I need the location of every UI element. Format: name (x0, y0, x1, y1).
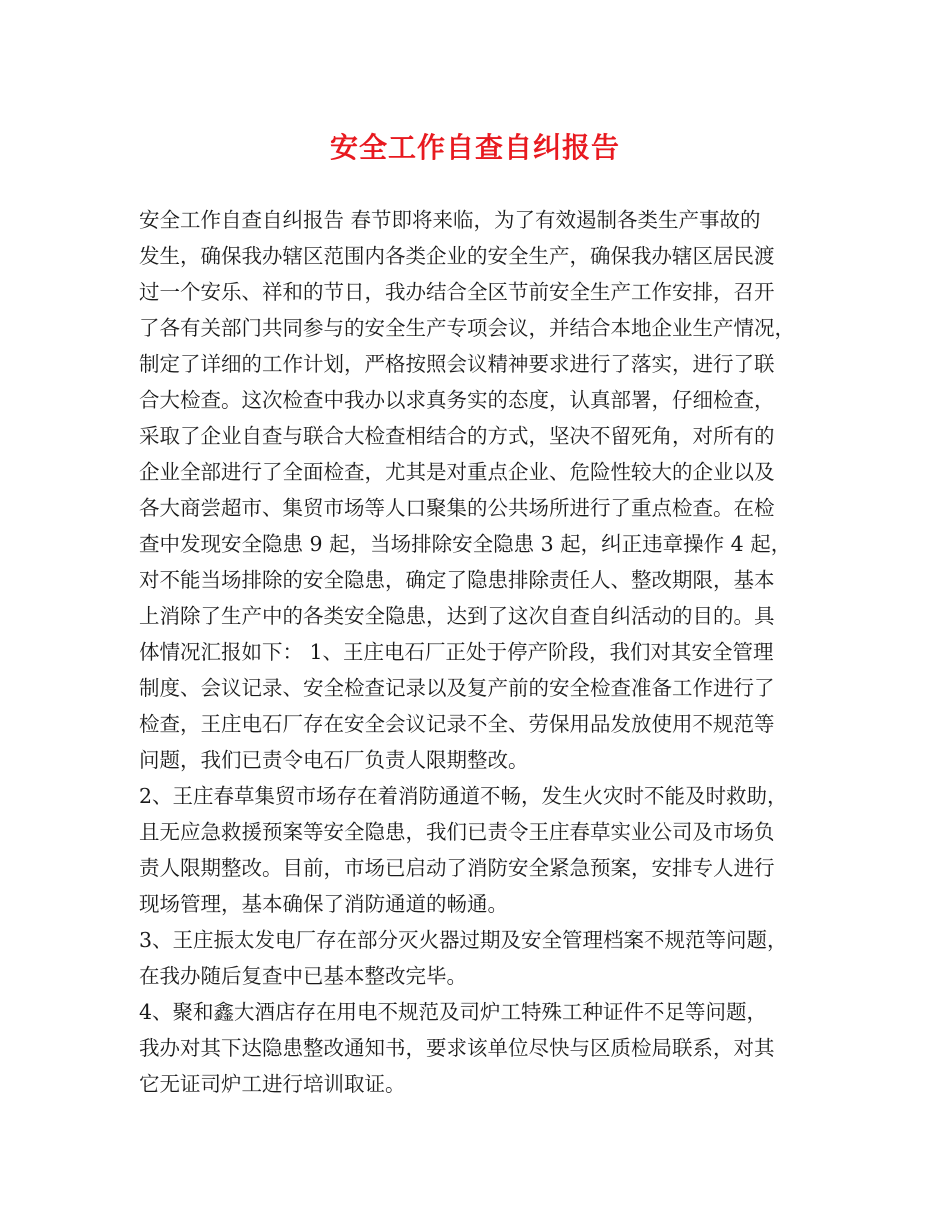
body-line: 查中发现安全隐患 9 起，当场排除安全隐患 3 起，纠正违章操作 4 起， (139, 532, 792, 556)
body-line: 了各有关部门共同参与的安全生产专项会议，并结合本地企业生产情况， (139, 316, 795, 340)
body-line: 合大检查。这次检查中我办以求真务实的态度，认真部署，仔细检查， (139, 388, 775, 412)
body-line: 采取了企业自查与联合大检查相结合的方式，坚决不留死角，对所有的 (139, 424, 775, 448)
body-line: 问题，我们已责令电石厂负责人限期整改。 (139, 748, 529, 772)
body-line: 在我办随后复查中已基本整改完毕。 (139, 964, 467, 988)
body-line: 现场管理，基本确保了消防通道的畅通。 (139, 892, 508, 916)
body-line: 各大商尝超市、集贸市场等人口聚集的公共场所进行了重点检查。在检 (139, 496, 775, 520)
body-line: 企业全部进行了全面检查，尤其是对重点企业、危险性较大的企业以及 (139, 460, 775, 484)
body-line: 它无证司炉工进行培训取证。 (139, 1072, 406, 1096)
body-line: 发生，确保我办辖区范围内各类企业的安全生产，确保我办辖区居民渡 (139, 244, 775, 268)
body-line: 且无应急救援预案等安全隐患，我们已责令王庄春草实业公司及市场负 (139, 820, 775, 844)
body-line: 我办对其下达隐患整改通知书，要求该单位尽快与区质检局联系，对其 (139, 1036, 775, 1060)
body-line: 3、王庄振太发电厂存在部分灭火器过期及安全管理档案不规范等问题， (139, 928, 788, 952)
body-line: 上消除了生产中的各类安全隐患，达到了这次自查自纠活动的目的。具 (139, 604, 775, 628)
body-line: 4、聚和鑫大酒店存在用电不规范及司炉工特殊工种证件不足等问题， (139, 1000, 768, 1024)
body-line: 对不能当场排除的安全隐患，确定了隐患排除责任人、整改期限，基本 (139, 568, 775, 592)
document-body (139, 202, 829, 1102)
body-line: 2、王庄春草集贸市场存在着消防通道不畅，发生火灾时不能及时救助， (139, 784, 788, 808)
body-line: 制定了详细的工作计划，严格按照会议精神要求进行了落实，进行了联 (139, 352, 775, 376)
body-line: 安全工作自查自纠报告 春节即将来临，为了有效遏制各类生产事故的 (139, 208, 761, 232)
body-line: 过一个安乐、祥和的节日，我办结合全区节前安全生产工作安排，召开 (139, 280, 775, 304)
body-line: 体情况汇报如下： 1、王庄电石厂正处于停产阶段，我们对其安全管理 (139, 640, 774, 664)
body-line: 制度、会议记录、安全检查记录以及复产前的安全检查准备工作进行了 (139, 676, 775, 700)
document-title: 安全工作自查自纠报告 (329, 131, 620, 164)
body-line: 检查，王庄电石厂存在安全会议记录不全、劳保用品发放使用不规范等 (139, 712, 775, 736)
body-line: 责人限期整改。目前，市场已启动了消防安全紧急预案，安排专人进行 (139, 856, 775, 880)
